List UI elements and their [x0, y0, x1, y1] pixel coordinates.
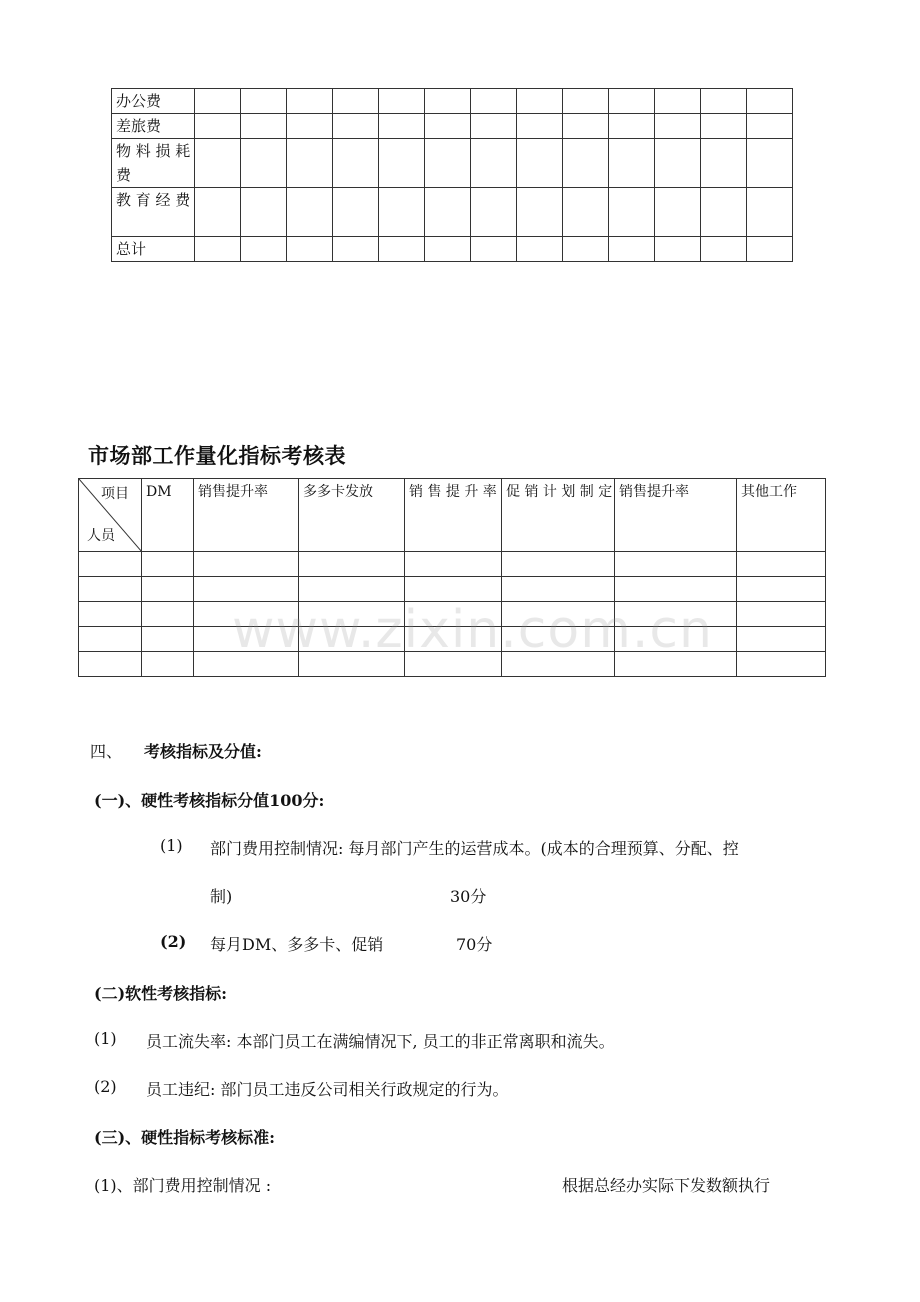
column-header: 其他工作 — [737, 479, 826, 552]
item-number: (2) — [94, 1077, 117, 1096]
table-row — [112, 237, 793, 262]
corner-header-cell — [79, 479, 142, 552]
table-title: 市场部工作量化指标考核表 — [88, 444, 346, 468]
item-number: (1) — [94, 1029, 117, 1048]
item-score: 70分 — [456, 935, 493, 954]
table-row — [79, 552, 826, 577]
section-number: 四、 — [90, 742, 123, 761]
table-header-row — [79, 479, 826, 552]
column-header: DM — [142, 479, 194, 552]
row-label: 差旅费 — [112, 114, 195, 139]
column-header: 促 销 计 划 制 定 — [502, 479, 615, 552]
table-row — [112, 139, 793, 188]
item-number: (1) — [160, 836, 183, 855]
row-label: 总计 — [112, 237, 195, 262]
item-text: 员工违纪: 部门员工违反公司相关行政规定的行为。 — [146, 1080, 509, 1099]
column-header: 销 售 提 升 率 — [405, 479, 502, 552]
subsection-heading: (二)软性考核指标: — [94, 984, 228, 1003]
column-header: 销售提升率 — [615, 479, 737, 552]
watermark: www.zixin.com.cn — [232, 600, 713, 660]
corner-top-label: 项目 — [101, 486, 129, 502]
standard-item: (1)、部门费用控制情况 : — [94, 1176, 272, 1195]
column-header: 多多卡发放 — [299, 479, 405, 552]
item-score: 30分 — [450, 887, 487, 906]
table-row — [79, 577, 826, 602]
section-heading: 考核指标及分值: — [144, 742, 262, 761]
row-label: 物 料 损 耗费 — [112, 139, 195, 188]
item-text: 每月DM、多多卡、促销 — [210, 935, 384, 954]
item-text: 员工流失率: 本部门员工在满编情况下, 员工的非正常离职和流失。 — [146, 1032, 615, 1051]
row-label: 教 育 经 费 — [112, 188, 195, 237]
table-row — [112, 89, 793, 114]
subsection-heading: (三)、硬性指标考核标准: — [94, 1128, 276, 1147]
corner-bottom-label: 人员 — [87, 528, 115, 544]
item-text-continued: 制) — [210, 887, 233, 906]
subsection-heading: (一)、硬性考核指标分值100分: — [94, 791, 325, 810]
item-text: 部门费用控制情况: 每月部门产生的运营成本。(成本的合理预算、分配、控 — [210, 839, 739, 858]
item-number: (2) — [160, 932, 187, 951]
standard-value: 根据总经办实际下发数额执行 — [562, 1176, 771, 1195]
table-row — [112, 114, 793, 139]
table-row — [112, 188, 793, 237]
column-header: 销售提升率 — [194, 479, 299, 552]
row-label: 办公费 — [112, 89, 195, 114]
expense-table — [111, 88, 793, 262]
